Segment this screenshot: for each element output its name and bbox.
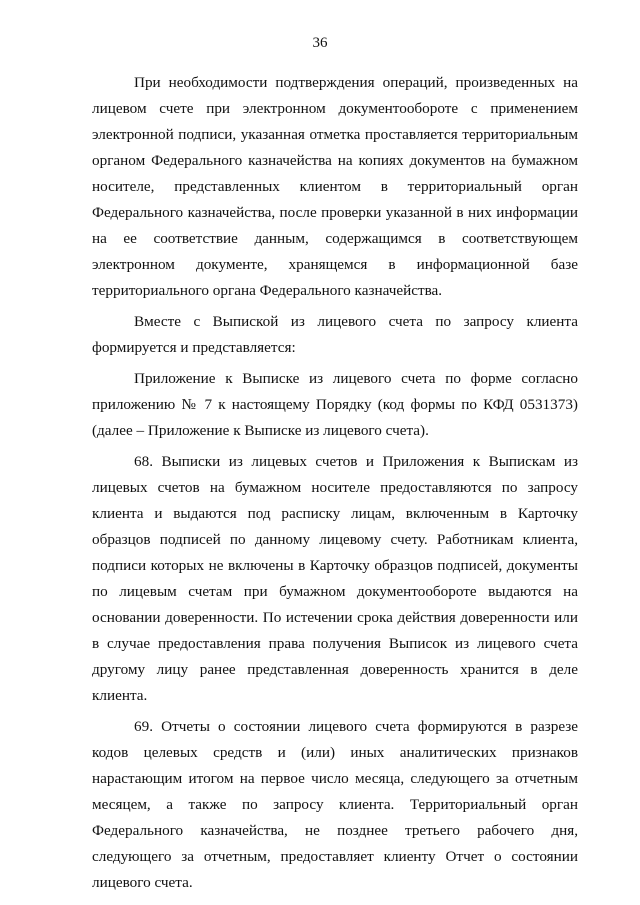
- paragraph-section-68: 68. Выписки из лицевых счетов и Приложения к Выпискам из лицевых счетов на бумажном носителе предоставляются по запросу клиента и выдаются под расписку лицам, включенным в Карточку образцов подписей по данному лицевому счету. Работникам клиента, подписи которых не включены в Карточку образцов подписей, документы по лицевым счетам при бумажном документообороте выдаются на основании доверенности. По истечении срока действия доверенности или в случае предоставления права получения Выписок из лицевого счета другому лицу ранее представленная доверенность хранится в деле клиента.: [92, 453, 578, 704]
- paragraph-section-69: 69. Отчеты о состоянии лицевого счета формируются в разрезе кодов целевых средств и (или) иных аналитических признаков нарастающим итогом на первое число месяца, следующего за отчетным месяцем, а также по запросу клиента. Территориальный орган Федерального казначейства, не позднее третьего рабочего дня, следующего за отчетным, предоставляет клиенту Отчет о состоянии лицевого счета.: [92, 718, 578, 891]
- page-number: 36: [312, 35, 328, 51]
- document-body: [92, 70, 578, 901]
- paragraph-electronic-signature: При необходимости подтверждения операций, произведенных на лицевом счете при электронном документообороте с применением электронной подписи, указанная отметка проставляется территориальным органом Федерального казначейства на копиях документов на бумажном носителе, представленных клиентом в территориальный орган Федерального казначейства, после проверки указанной в них информации на ее соответствие данным, содержащимся в соответствующем электронном документе, хранящемся в информационной базе территориального органа Федерального казначейства.: [92, 74, 578, 299]
- paragraph-appendix-form: Приложение к Выписке из лицевого счета по форме согласно приложению № 7 к настоящему Порядку (код формы по КФД 0531373) (далее – Приложение к Выписке из лицевого счета).: [92, 370, 578, 439]
- paragraph-statement-appendix-intro: Вместе с Выпиской из лицевого счета по запросу клиента формируется и представляется:: [92, 313, 578, 356]
